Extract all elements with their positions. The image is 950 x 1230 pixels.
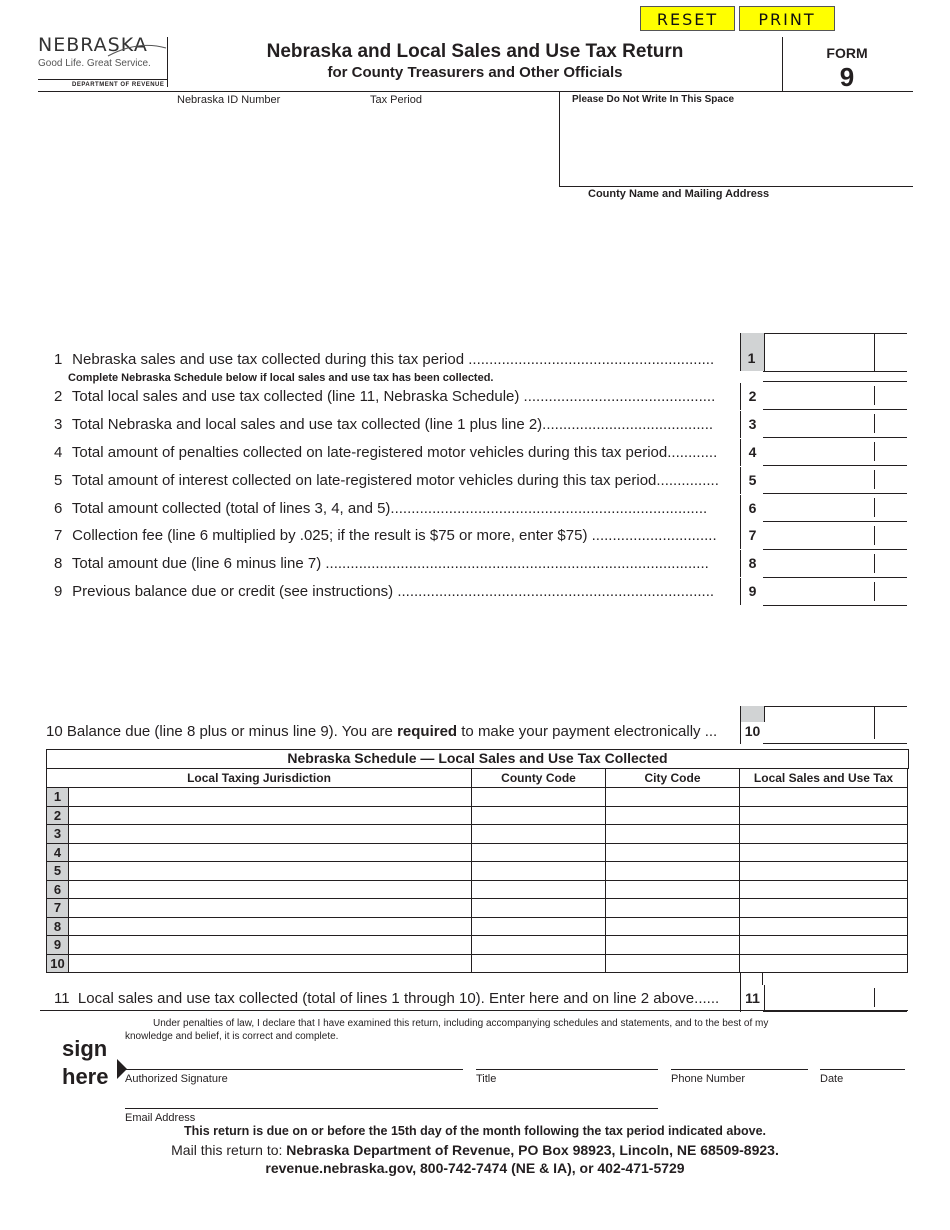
line-11-amount[interactable]: [763, 984, 907, 1012]
line-4-label: 4 Total amount of penalties collected on late-registered motor vehicles during this tax period............: [54, 444, 718, 461]
col-county-code: County Code: [472, 769, 606, 788]
line-8-amount[interactable]: [763, 549, 907, 578]
email-field[interactable]: Email Address: [125, 1108, 658, 1124]
title-field[interactable]: Title: [476, 1069, 658, 1085]
line-11-number: 11: [740, 985, 765, 1012]
table-row: 7: [47, 899, 908, 918]
date-field[interactable]: Date: [820, 1069, 905, 1085]
table-row: 10: [47, 954, 908, 973]
table-row: 2: [47, 806, 908, 825]
line-10-label: 10 Balance due (line 8 plus or minus line 9). You are required to make your payment electronically ...: [46, 723, 718, 740]
table-row: 9: [47, 936, 908, 955]
table-row: 6: [47, 880, 908, 899]
form-label: FORM: [826, 45, 868, 61]
logo-dept: DEPARTMENT OF REVENUE: [72, 82, 165, 88]
line-11-label: 11 Local sales and use tax collected (total of lines 1 through 10). Enter here and on line 2 above......: [54, 990, 720, 1007]
table-row: 4: [47, 843, 908, 862]
line-9-amount[interactable]: [763, 577, 907, 606]
phone-field[interactable]: Phone Number: [671, 1069, 808, 1085]
authorized-signature-field[interactable]: Authorized Signature: [125, 1069, 463, 1085]
col-jurisdiction: Local Taxing Jurisdiction: [47, 769, 472, 788]
id-number-label: Nebraska ID Number: [177, 94, 281, 106]
line-1-amount[interactable]: [763, 344, 907, 372]
line-1-number: 1: [747, 350, 756, 366]
line-1-label: 1 Nebraska sales and use tax collected during this tax period ...........................................................: [54, 351, 715, 368]
mailing-address: Mail this return to: Nebraska Department of Revenue, PO Box 98923, Lincoln, NE 68509-8923.: [171, 1142, 779, 1158]
line-3-number: 3: [740, 411, 764, 438]
form-number: 9: [839, 62, 855, 92]
line-2-number: 2: [740, 383, 764, 410]
line-2-label: 2 Total local sales and use tax collected (line 11, Nebraska Schedule) ..............................................: [54, 388, 716, 405]
line-5-label: 5 Total amount of interest collected on late-registered motor vehicles during this tax period...............: [54, 472, 719, 489]
line-8-number: 8: [740, 550, 764, 577]
line-10-amount[interactable]: [763, 718, 907, 744]
declaration-text: Under penalties of law, I declare that I have examined this return, including accompanying schedules and statements, and to the best of my knowledge and belief, it is correct and complete.: [125, 1018, 769, 1042]
line-3-amount[interactable]: [763, 409, 907, 438]
print-button[interactable]: PRINT: [739, 6, 835, 31]
line-5-amount[interactable]: [763, 465, 907, 494]
contact-info: revenue.nebraska.gov, 800-742-7474 (NE & IA), or 402-471-5729: [265, 1160, 685, 1176]
schedule-title: Nebraska Schedule — Local Sales and Use Tax Collected: [46, 749, 909, 769]
county-address-label: County Name and Mailing Address: [588, 188, 770, 200]
line-5-number: 5: [740, 467, 764, 494]
form-subtitle: for County Treasurers and Other Officials: [327, 64, 623, 81]
line-2-amount[interactable]: [763, 381, 907, 410]
line-3-label: 3 Total Nebraska and local sales and use tax collected (line 1 plus line 2).........................................: [54, 416, 714, 433]
line-7-amount[interactable]: [763, 521, 907, 550]
line-4-amount[interactable]: [763, 437, 907, 466]
line-4-number: 4: [740, 439, 764, 466]
logo-wordmark: NEBRASKA: [38, 34, 148, 56]
line-10-number: 10: [740, 719, 764, 744]
tax-period-label: Tax Period: [370, 94, 422, 106]
nebraska-logo: [38, 34, 168, 69]
line-6-amount[interactable]: [763, 493, 907, 522]
line-8-label: 8 Total amount due (line 6 minus line 7) ............................................................................................: [54, 555, 709, 572]
table-row: 1: [47, 788, 908, 807]
sign-here-label: sign here: [62, 1036, 109, 1089]
due-date-notice: This return is due on or before the 15th day of the month following the tax period indicated above.: [184, 1124, 766, 1138]
logo-tagline: Good Life. Great Service.: [38, 58, 151, 69]
line-1-note: Complete Nebraska Schedule below if local sales and use tax has been collected.: [68, 372, 494, 384]
schedule-table: [46, 768, 908, 973]
col-city-code: City Code: [606, 769, 740, 788]
line-9-label: 9 Previous balance due or credit (see instructions) ............................................................................: [54, 583, 715, 600]
logo-swoosh-icon: [38, 36, 168, 60]
table-row: 3: [47, 825, 908, 844]
table-row: 8: [47, 917, 908, 936]
line-6-label: 6 Total amount collected (total of lines 3, 4, and 5)............................................................................: [54, 500, 708, 517]
line-7-label: 7 Collection fee (line 6 multiplied by .025; if the result is $75 or more, enter $75) ..............................: [54, 527, 717, 544]
reset-button[interactable]: RESET: [640, 6, 735, 31]
line-6-number: 6: [740, 495, 764, 522]
col-local-tax: Local Sales and Use Tax: [740, 769, 908, 788]
office-use-label: Please Do Not Write In This Space: [572, 94, 735, 105]
form-title: Nebraska and Local Sales and Use Tax Return: [266, 41, 684, 62]
line-9-number: 9: [740, 578, 764, 605]
line-7-number: 7: [740, 522, 764, 549]
table-row: 5: [47, 862, 908, 881]
